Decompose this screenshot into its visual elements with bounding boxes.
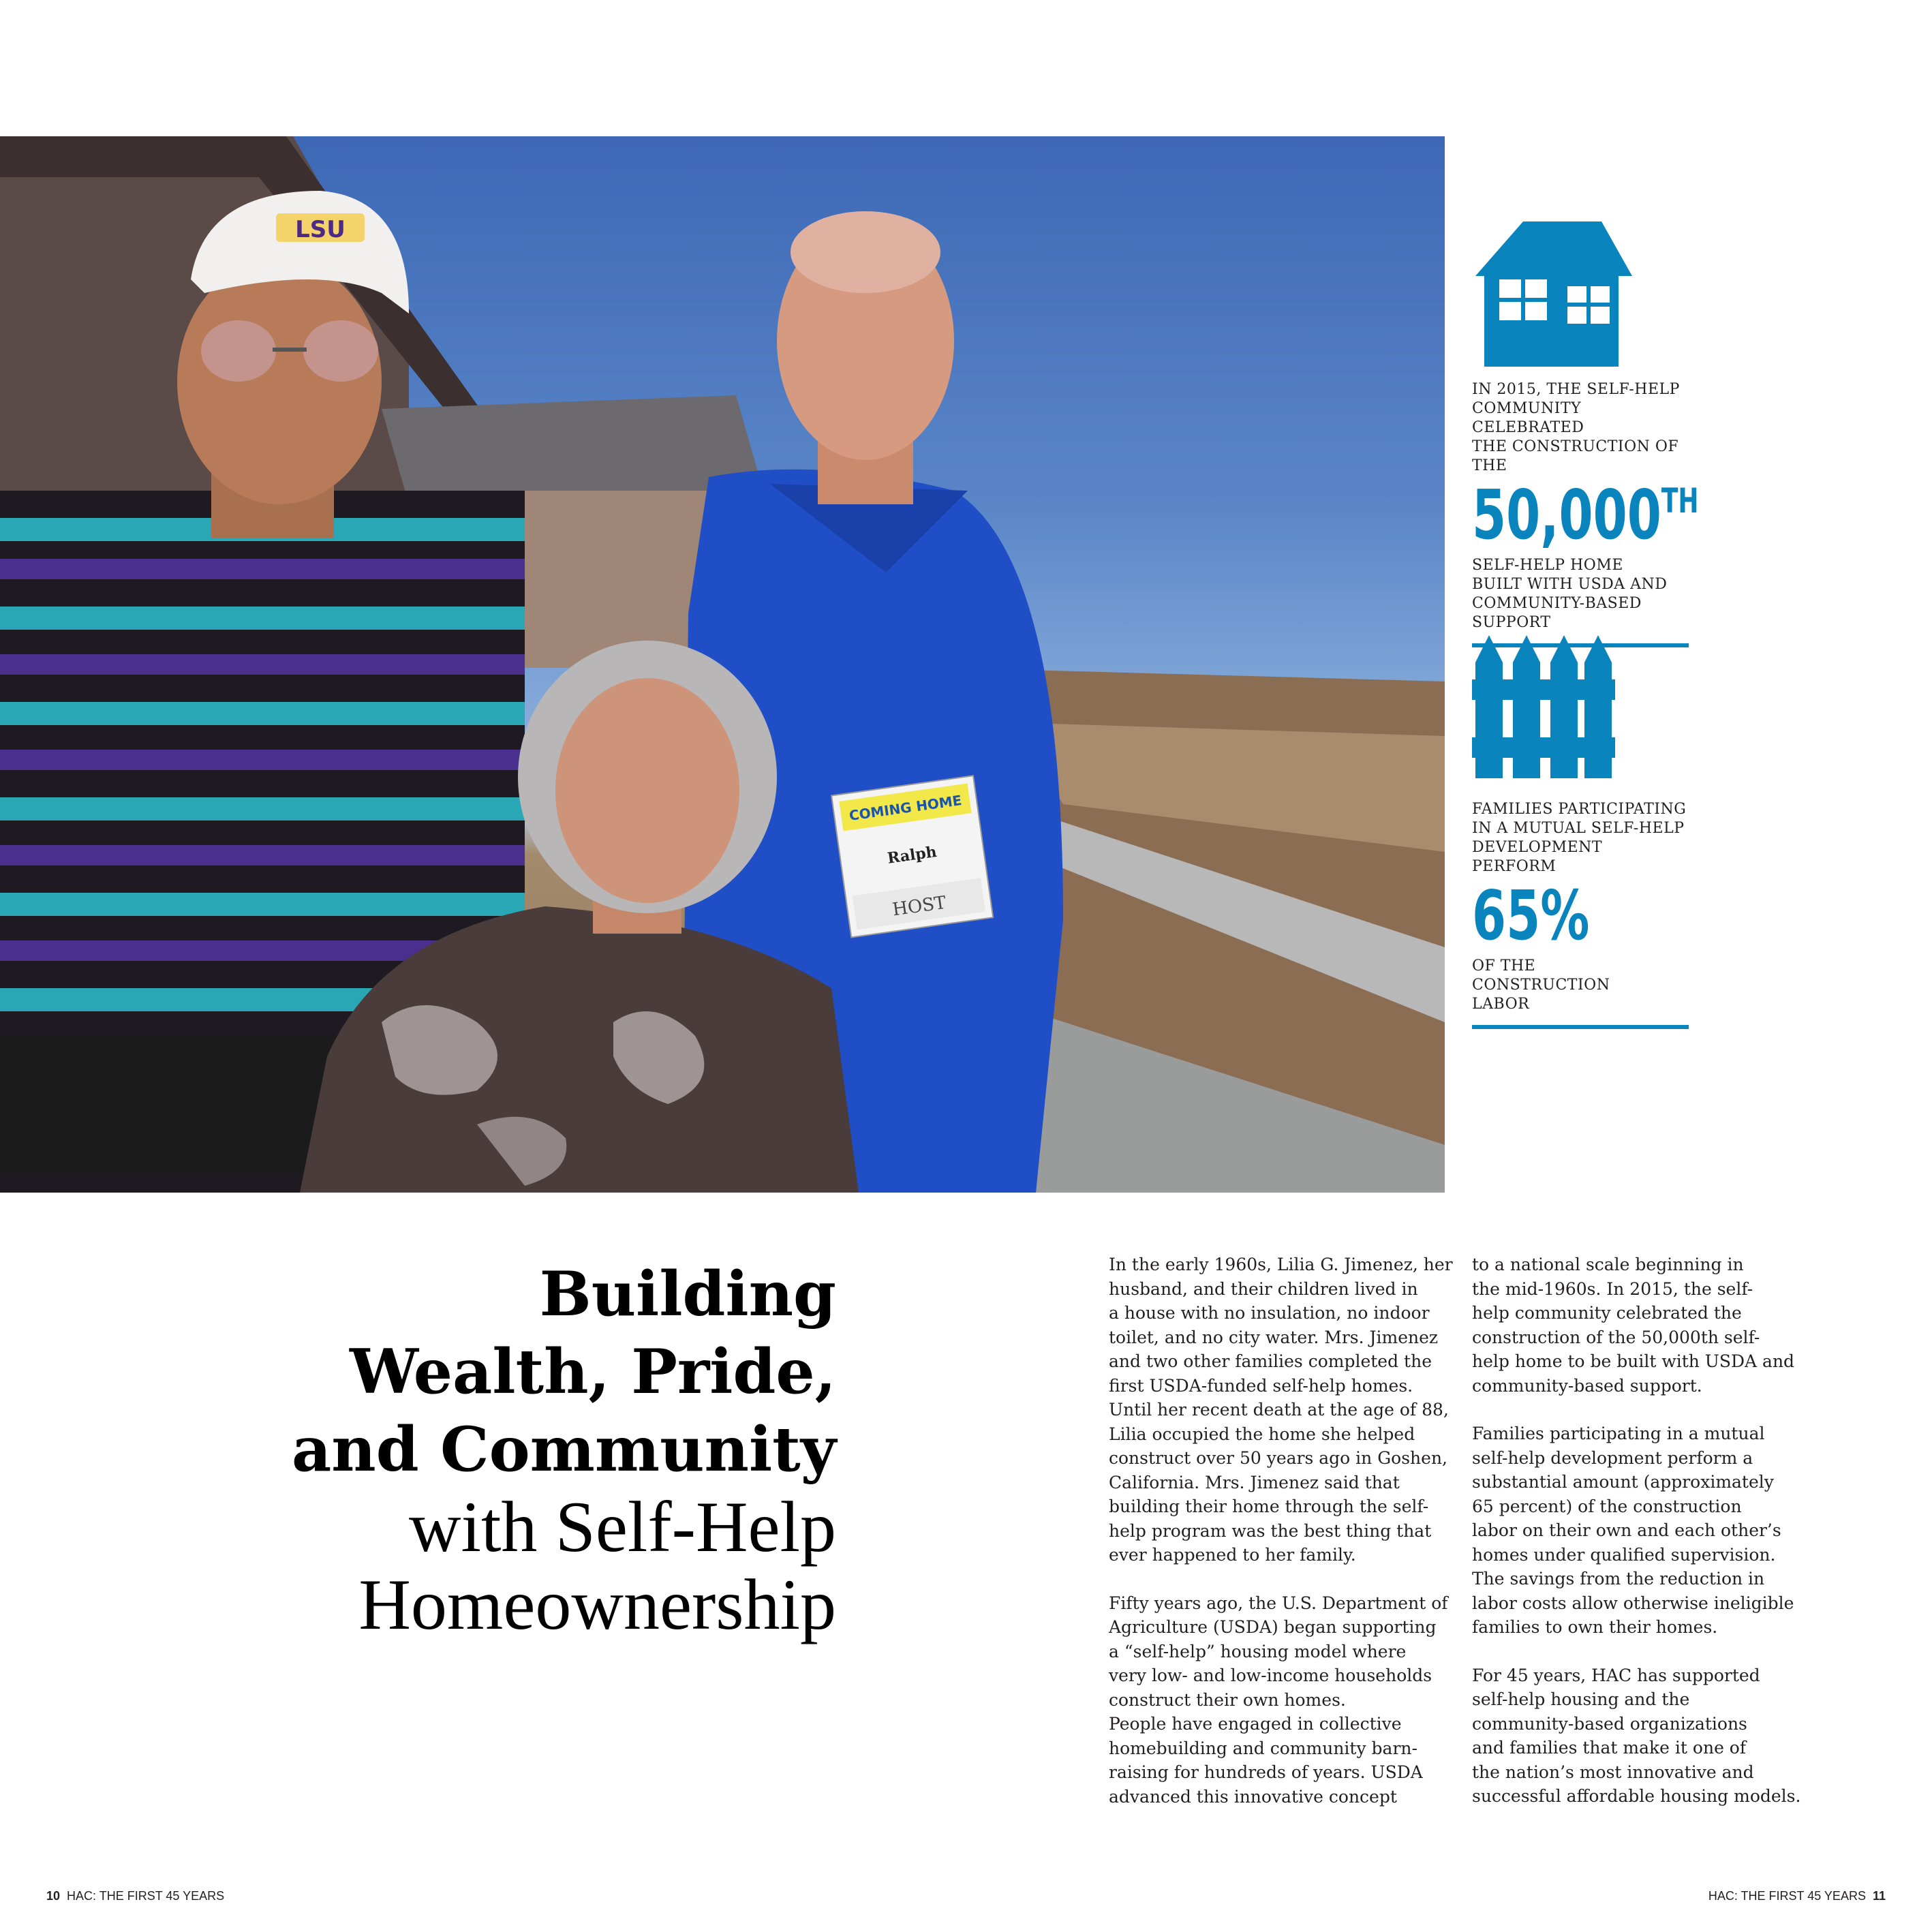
paragraph [1472, 1422, 1813, 1640]
stat-2-rule [1472, 1025, 1689, 1029]
paragraph [1109, 1591, 1450, 1809]
text-line: advanced this innovative concept [1109, 1786, 1397, 1807]
page-number-right: 11 [1872, 1889, 1886, 1903]
footer-left [46, 1889, 224, 1903]
stat-1-after-2: BUILT WITH USDA AND [1472, 576, 1668, 593]
footer-title-right: HAC: THE FIRST 45 YEARS [1708, 1889, 1866, 1903]
text-line: community-based organizations [1472, 1713, 1747, 1734]
text-line: help home to be built with USDA and [1472, 1351, 1795, 1371]
stat-1-suffix: TH [1661, 481, 1699, 521]
text-line: For 45 years, HAC has supported [1472, 1665, 1760, 1685]
text-line: toilet, and no city water. Mrs. Jimenez [1109, 1327, 1439, 1347]
hero-photo [0, 136, 1445, 1193]
stat-1-after-4: SUPPORT [1472, 614, 1551, 631]
page-number-left: 10 [46, 1889, 61, 1903]
headline-light-2: Homeownership [358, 1565, 836, 1644]
text-line: Lilia occupied the home she helped [1109, 1424, 1415, 1444]
stat-1-number-wrap [1472, 475, 1699, 555]
text-line: and families that make it one of [1472, 1738, 1747, 1758]
cap-text: LSU [295, 216, 346, 243]
text-line: labor on their own and each other’s [1472, 1520, 1781, 1540]
text-line: Families participating in a mutual [1472, 1424, 1765, 1443]
text-line: help community celebrated the [1472, 1303, 1742, 1323]
stat-2-before-3: DEVELOPMENT PERFORM [1472, 839, 1603, 875]
text-line: successful affordable housing models. [1472, 1786, 1801, 1806]
paragraph [1472, 1253, 1813, 1398]
stat-2-after-3: LABOR [1472, 996, 1530, 1013]
text-line: labor costs allow otherwise ineligible [1472, 1593, 1794, 1613]
text-line: self-help development perform a [1472, 1447, 1753, 1468]
text-line: first USDA-funded self-help homes. [1109, 1375, 1413, 1396]
footer-title-left: HAC: THE FIRST 45 YEARS [67, 1889, 225, 1903]
paragraph [1472, 1663, 1813, 1809]
badge-role: HOST [891, 892, 948, 921]
text-line: a house with no insulation, no indoor [1109, 1303, 1430, 1323]
stat-2-number-wrap [1472, 876, 1628, 955]
stat-1-before-1: IN 2015, THE SELF-HELP [1472, 381, 1680, 398]
stat-1-after-3: COMMUNITY-BASED [1472, 595, 1642, 612]
headline-bold-1: Building [539, 1258, 836, 1330]
text-line: construct over 50 years ago in Goshen, [1109, 1448, 1447, 1468]
body-column-1 [1109, 1253, 1453, 1833]
text-line: self-help housing and the [1472, 1689, 1690, 1709]
text-line: the nation’s most innovative and [1472, 1762, 1754, 1782]
headline-bold-3: and Community [291, 1413, 836, 1486]
text-line: to a national scale beginning in [1472, 1255, 1744, 1274]
text-line: help program was the best thing that [1109, 1520, 1432, 1541]
text-line: raising for hundreds of years. USDA [1109, 1762, 1423, 1782]
paragraph [1109, 1253, 1453, 1567]
text-line: construct their own homes. [1109, 1689, 1346, 1710]
stat-2-before-1: FAMILIES PARTICIPATING [1472, 801, 1687, 818]
text-line: and two other families completed the [1109, 1351, 1432, 1371]
text-line: Until her recent death at the age of 88, [1109, 1400, 1449, 1420]
text-line: California. Mrs. Jimenez said that [1109, 1472, 1400, 1492]
badge-banner: COMING HOME [848, 792, 963, 825]
stat-1-number: 50,000 [1472, 475, 1661, 555]
text-line: Agriculture (USDA) began supporting [1109, 1617, 1437, 1637]
stat-2-before-2: IN A MUTUAL SELF-HELP [1472, 820, 1685, 837]
footer-right [1708, 1889, 1886, 1903]
text-line: substantial amount (approximately [1472, 1472, 1774, 1492]
text-line: ever happened to her family. [1109, 1545, 1356, 1565]
text-line: the mid-1960s. In 2015, the self- [1472, 1278, 1753, 1299]
stat-1-after-1: SELF-HELP HOME [1472, 557, 1623, 574]
fence-icon [1472, 635, 1615, 778]
text-line: building their home through the self- [1109, 1497, 1429, 1516]
text-line: construction of the 50,000th self- [1472, 1327, 1760, 1347]
badge-name: Ralph [886, 842, 938, 868]
stat-2-after-1: OF THE [1472, 957, 1536, 975]
text-line: a “self-help” housing model where [1109, 1641, 1407, 1661]
stat-2-after-2: CONSTRUCTION [1472, 977, 1610, 994]
stat-1-before-2: COMMUNITY CELEBRATED [1472, 400, 1584, 436]
text-line: homebuilding and community barn- [1109, 1738, 1417, 1758]
text-line: families to own their homes. [1472, 1617, 1718, 1637]
headline-light-1: with Self-Help [408, 1487, 836, 1567]
text-line: community-based support. [1472, 1375, 1702, 1396]
headline [223, 1255, 836, 1644]
text-line: husband, and their children lived in [1109, 1278, 1418, 1299]
text-line: The savings from the reduction in [1472, 1569, 1765, 1589]
headline-bold-2: Wealth, Pride, [350, 1336, 836, 1408]
stat-1-before-3: THE CONSTRUCTION OF THE [1472, 438, 1679, 474]
stat-2-number: 65% [1472, 876, 1590, 955]
text-line: Fifty years ago, the U.S. Department of [1109, 1593, 1448, 1613]
text-line: In the early 1960s, Lilia G. Jimenez, her [1109, 1255, 1453, 1274]
text-line: very low- and low-income households [1109, 1666, 1432, 1685]
text-line: homes under qualified supervision. [1472, 1544, 1776, 1565]
text-line: People have engaged in collective [1109, 1714, 1402, 1734]
stat-labor [1472, 635, 1689, 1029]
text-line: 65 percent) of the construction [1472, 1496, 1742, 1516]
house-icon [1472, 218, 1636, 368]
stat-homes [1472, 218, 1699, 647]
body-column-2 [1472, 1253, 1813, 1833]
